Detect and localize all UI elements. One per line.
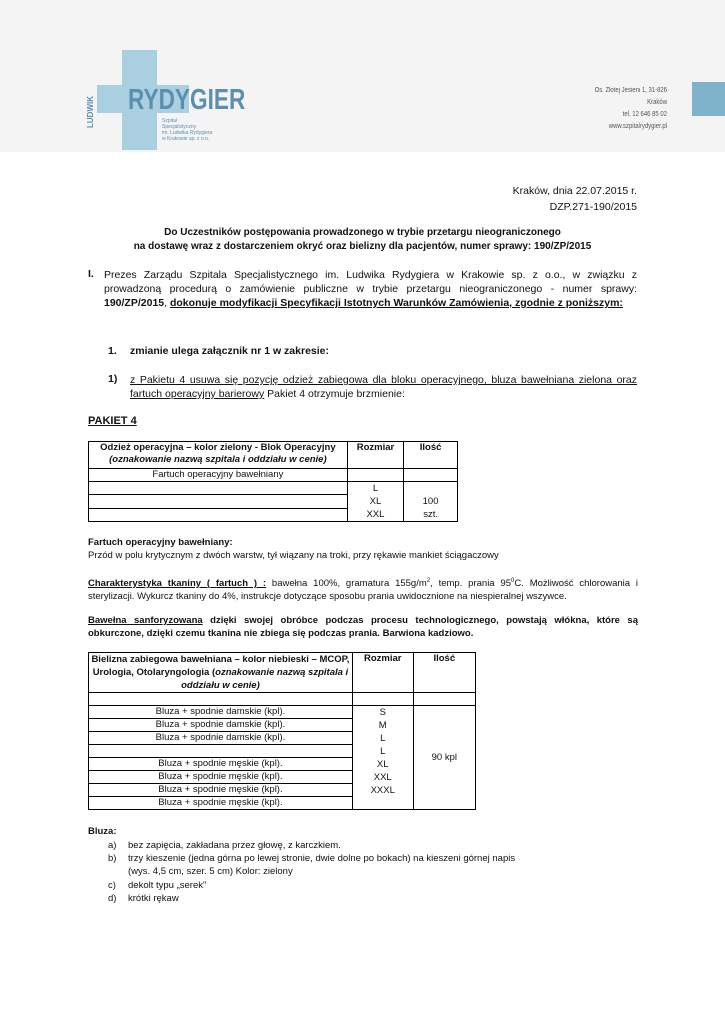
list-item: a) bez zapięcia, zakładana przez głowę, z karczkiem. bbox=[108, 840, 341, 851]
section-body: Prezes Zarządu Szpitala Specjalistycznego im. Ludwika Rydygiera w Krakowie sp. z o.o., w związku z prowadzoną procedurą o zamówienie publiczne w trybie przetargu nieograniczonego - numer sprawy: 190/ZP/2015, dokonuje modyfikacji Specyfikacji Istotnych Warunków Zamówienia, zgodnie z poniższym: bbox=[104, 269, 637, 309]
logo-name: RYDYGIER bbox=[128, 84, 246, 116]
table2-row: Bluza + spodnie męskie (kpl). bbox=[89, 771, 353, 784]
package-table-operating bbox=[88, 441, 458, 522]
table2-row: Bluza + spodnie damskie (kpl). bbox=[89, 706, 353, 719]
fartuch-description: Przód w polu krytycznym z dwóch warstw, tył wiązany na troki, przy rękawie mankiet ściągaczowy bbox=[88, 550, 499, 561]
reference-number: DZP.271-190/2015 bbox=[549, 201, 637, 213]
table2-header-size: Rozmiar bbox=[352, 653, 413, 693]
logo-subtitle: Szpital Specjalistyczny im. Ludwika Rydygiera w Krakowie sp. z o.o. bbox=[162, 118, 213, 142]
bluza-list bbox=[108, 839, 628, 905]
table2-header-item: Bielizna zabiegowa bawełniana – kolor niebieski – MCOP, Urologia, Otolaryngologia (oznakowanie nazwą szpitala i oddziału w cenie) bbox=[89, 653, 353, 693]
package-title: PAKIET 4 bbox=[88, 415, 137, 427]
document-title: Do Uczestników postępowania prowadzonego w trybie przetargu nieograniczonego na dostawę wraz z dostarczeniem okryć oraz bielizny dla pacjentów, numer sprawy: 190/ZP/2015 bbox=[133, 227, 592, 252]
item-text: zmianie ulega załącznik nr 1 w zakresie: bbox=[130, 345, 330, 357]
bluza-title: Bluza: bbox=[88, 826, 117, 837]
table2-row bbox=[89, 745, 353, 758]
list-item: d) krótki rękaw bbox=[108, 892, 179, 904]
fartuch-title: Fartuch operacyjny bawełniany: bbox=[88, 537, 233, 548]
list-item: (wys. 4,5 cm, szer. 5 cm) Kolor: zielony bbox=[128, 866, 293, 878]
date-line: Kraków, dnia 22.07.2015 r. bbox=[512, 185, 637, 197]
letterhead-address: Os. Złotej Jesieni 1, 31-826 Kraków tel. 12 646 85 02 www.szpitalrydygier.pl bbox=[594, 87, 667, 130]
table-header-size: Rozmiar bbox=[347, 442, 403, 469]
letterhead-accent-tab bbox=[692, 82, 725, 116]
table2-row bbox=[89, 693, 353, 706]
list-item: c) dekolt typu „serek” bbox=[108, 879, 207, 891]
table-header-qty: Ilość bbox=[404, 442, 458, 469]
fabric-characteristics: Charakterystyka tkaniny ( fartuch ) : bawełna 100%, gramatura $155g/m^2$, temp. prania $95^0C$. Możliwość chlorowania i sterylizacji. Wykurcz tkaniny do 4%, instrukcje dotyczące sposobu prania uwidocznione na niespieralnej wszywce. bbox=[88, 578, 638, 603]
table2-row: Bluza + spodnie damskie (kpl). bbox=[89, 719, 353, 732]
table2-qty: 90 kpl bbox=[413, 706, 475, 810]
list-item: b) trzy kieszenie (jedna górna po lewej stronie, dwie dolne po bokach) na kieszeni górnej napis bbox=[108, 853, 516, 865]
section-marker: I. bbox=[88, 268, 94, 280]
package-table-surgical-underwear bbox=[88, 652, 476, 810]
logo-first-name: LUDWIK bbox=[86, 96, 95, 128]
subitem-marker: 1) bbox=[108, 373, 118, 385]
subitem-text: z Pakietu 4 usuwa się pozycję odzież zabiegowa dla bloku operacyjnego, bluza bawełniana zielona oraz fartuch operacyjny barierowy Pakiet 4 otrzymuje brzmienie: bbox=[130, 374, 637, 400]
table2-row: Bluza + spodnie męskie (kpl). bbox=[89, 758, 353, 771]
table-header-item: Odzież operacyjna – kolor zielony - Blok Operacyjny (oznakowanie nazwą szpitala i oddziału w cenie) bbox=[89, 442, 348, 469]
table2-row: Bluza + spodnie męskie (kpl). bbox=[89, 797, 353, 810]
table2-sizes: S M L L XL XXL XXXL bbox=[352, 706, 413, 810]
table-qty: 100 szt. bbox=[404, 482, 458, 522]
table-sizes: L XL XXL bbox=[347, 482, 403, 522]
table2-row: Bluza + spodnie męskie (kpl). bbox=[89, 784, 353, 797]
item-marker: 1. bbox=[108, 345, 117, 357]
table-row-item: Fartuch operacyjny bawełniany bbox=[89, 469, 348, 482]
table2-row: Bluza + spodnie damskie (kpl). bbox=[89, 732, 353, 745]
sanforized-note: Bawełna sanforyzowana dzięki swojej obróbce podczas procesu technologicznego, powstają włókna, które są obkurczone, dzięki czemu tkanina nie zbiega się podczas prania. Barwiona kadziowo. bbox=[88, 615, 638, 639]
table2-header-qty: Ilość bbox=[413, 653, 475, 693]
